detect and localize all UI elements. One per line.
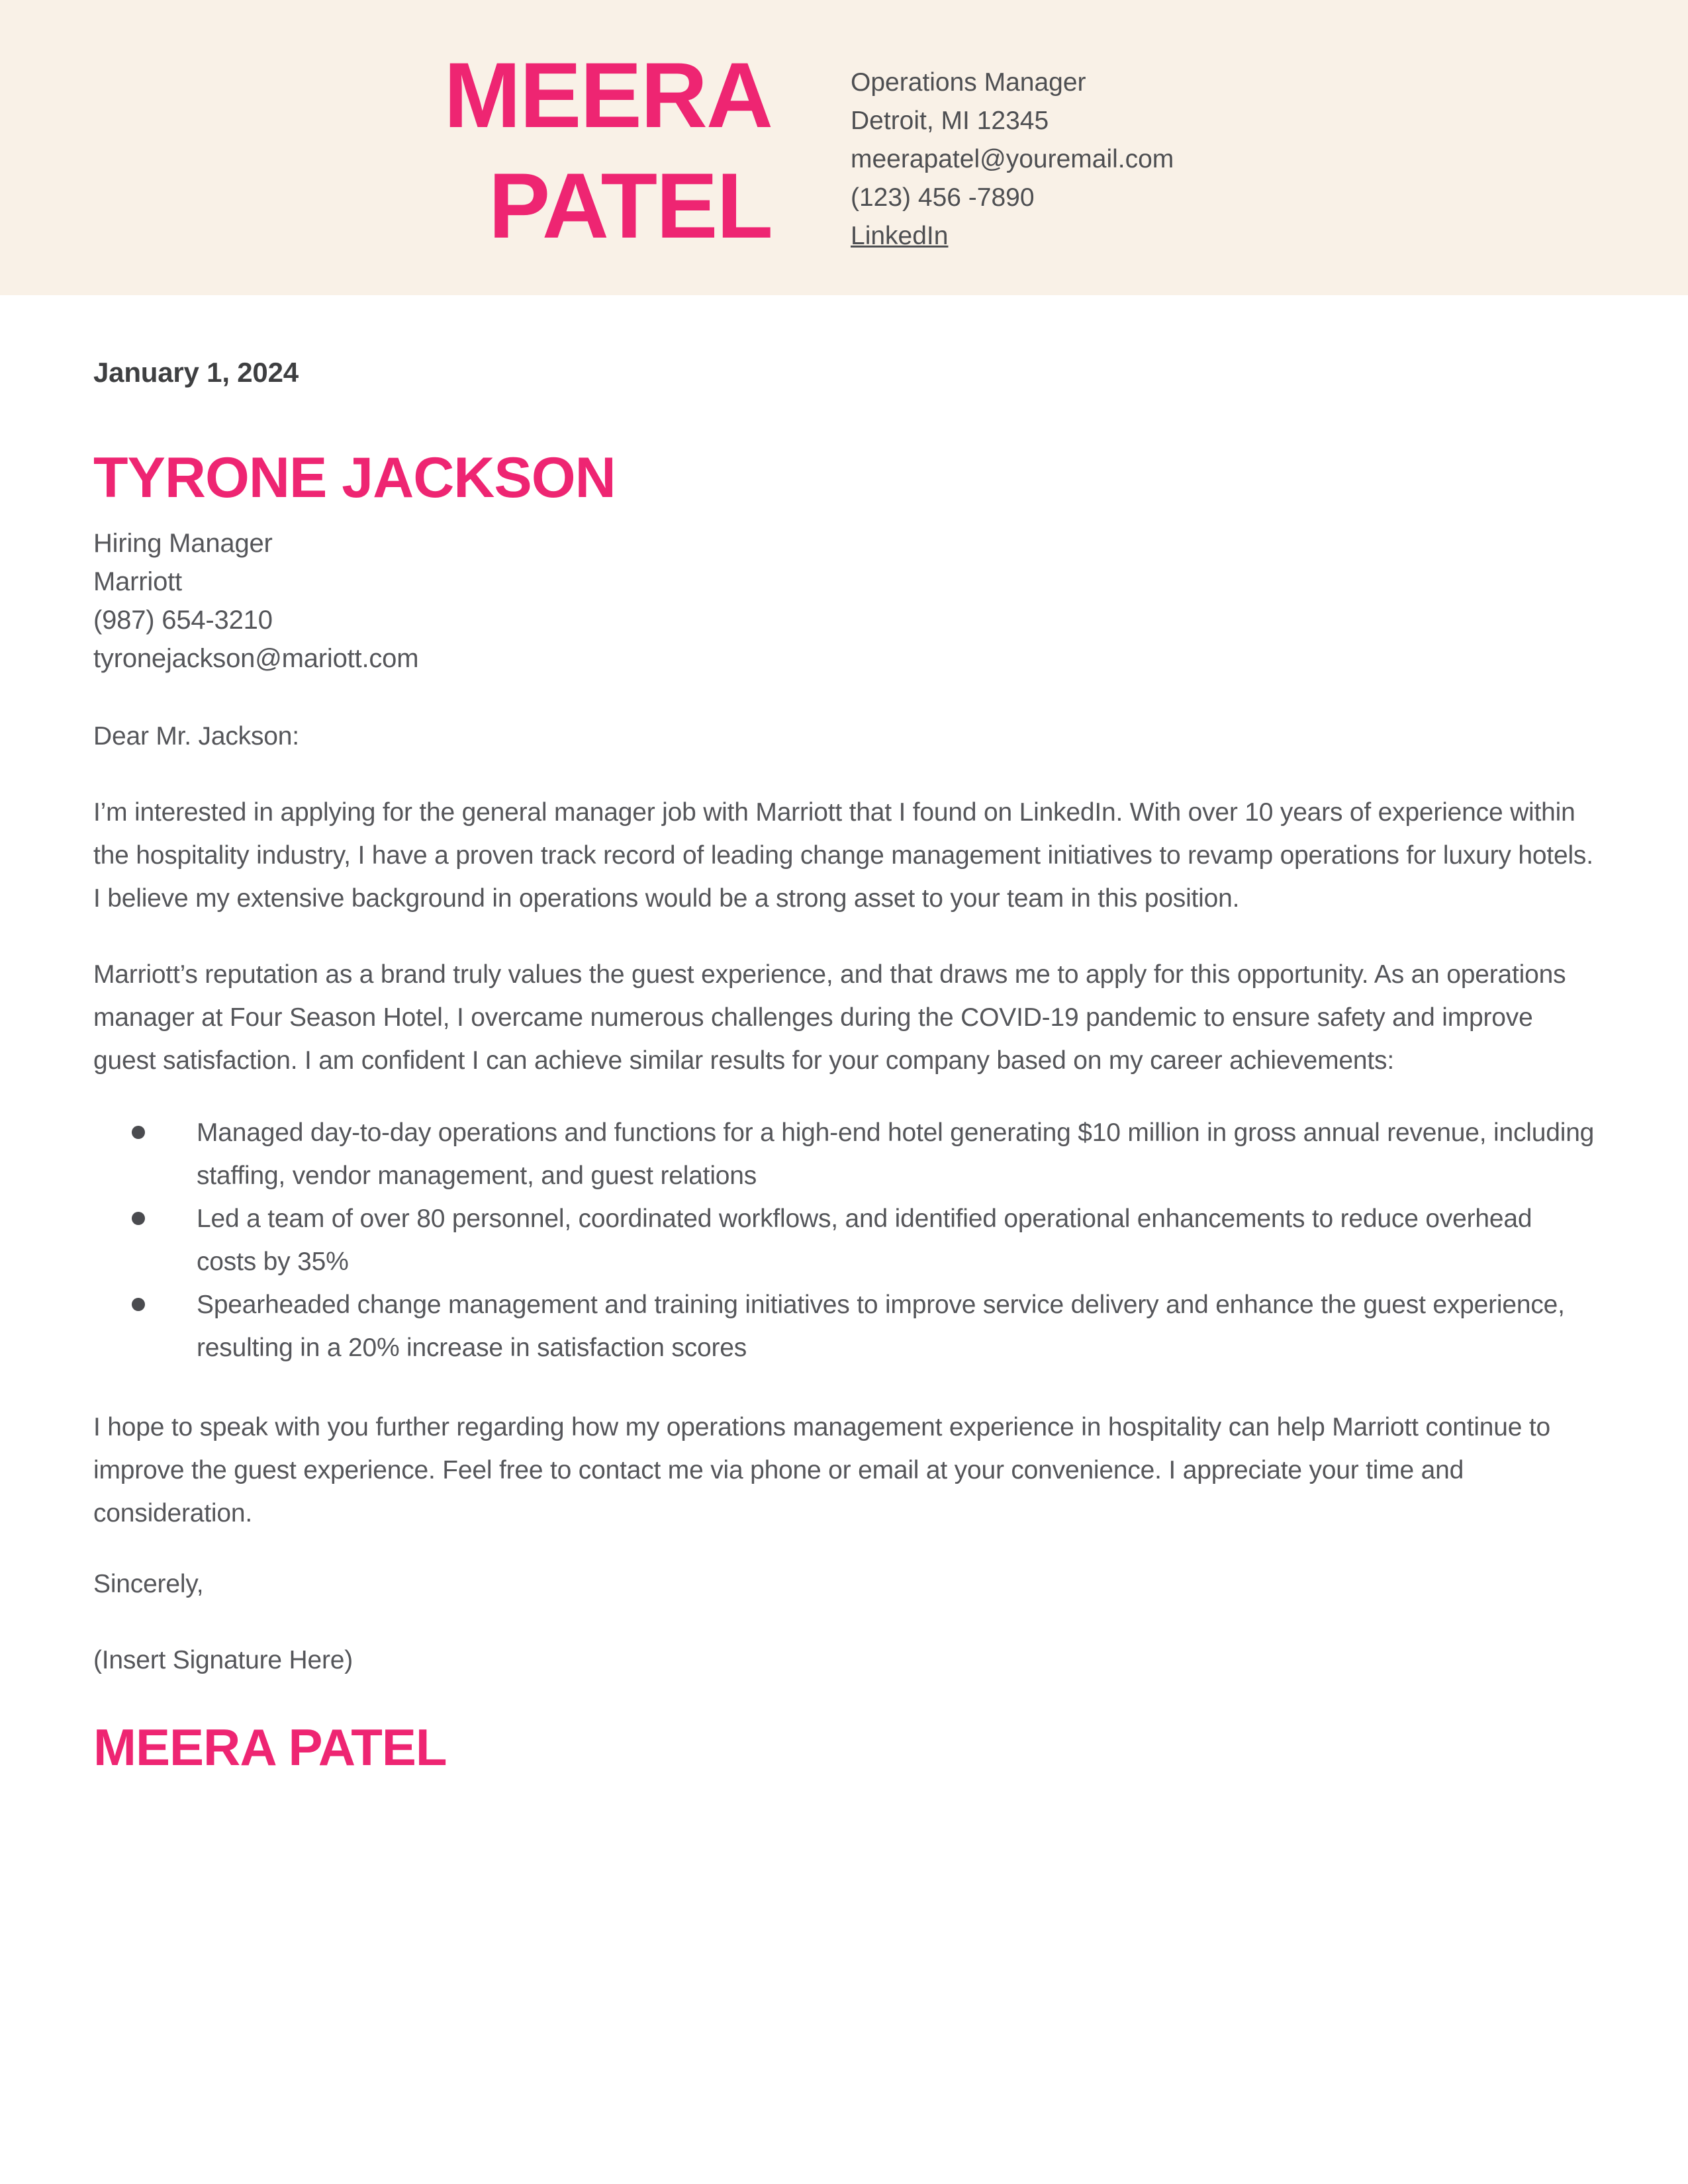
list-item xyxy=(197,1111,1595,1197)
sender-last-name: PATEL xyxy=(488,154,772,257)
paragraph-closing: I hope to speak with you further regarding how my operations management experience in hospitality can help Marriott continue to improve the guest experience. Feel free to contact me via phone or email at your convenience. I appreciate your time and consideration. xyxy=(93,1413,1551,1527)
salutation: Dear Mr. Jackson: xyxy=(93,722,299,751)
linkedin-link[interactable]: LinkedIn xyxy=(851,222,949,250)
letter-body xyxy=(93,295,1595,1776)
list-item xyxy=(197,1197,1595,1283)
contact-phone: (123) 456 -7890 xyxy=(851,183,1035,212)
header-band xyxy=(0,0,1688,295)
sender-name-header xyxy=(444,40,772,261)
recipient-details xyxy=(93,524,1595,678)
achievement-text: Spearheaded change management and training initiatives to improve service delivery and enhance the guest experience, resulting in a 20% increase in satisfaction scores xyxy=(197,1291,1565,1362)
recipient-email: tyronejackson@mariott.com xyxy=(93,644,419,673)
contact-location: Detroit, MI 12345 xyxy=(851,107,1049,135)
signature-placeholder: (Insert Signature Here) xyxy=(93,1646,353,1674)
achievement-text: Managed day-to-day operations and functions for a high-end hotel generating $10 million in gross annual revenue, including staffing, vendor management, and guest relations xyxy=(197,1118,1595,1190)
signoff: Sincerely, xyxy=(93,1570,204,1598)
recipient-phone: (987) 654-3210 xyxy=(93,606,273,635)
sender-name-footer: MEERA PATEL xyxy=(93,1718,447,1776)
achievements-list xyxy=(93,1111,1595,1369)
header-contact-info xyxy=(851,64,1174,255)
recipient-name-heading: TYRONE JACKSON xyxy=(93,446,616,510)
achievement-text: Led a team of over 80 personnel, coordinated workflows, and identified operational enhancements to reduce overhead costs by 35% xyxy=(197,1205,1532,1276)
contact-linkedin-row xyxy=(851,217,1174,255)
contact-email: meerapatel@youremail.com xyxy=(851,145,1174,173)
sender-first-name: MEERA xyxy=(444,43,772,147)
recipient-company: Marriott xyxy=(93,567,182,596)
letter-date: January 1, 2024 xyxy=(93,357,299,388)
recipient-job-title: Hiring Manager xyxy=(93,529,273,558)
paragraph-intro: I’m interested in applying for the general manager job with Marriott that I found on LinkedIn. With over 10 years of experience within the hospitality industry, I have a proven track record of leading change management initiatives to revamp operations for luxury hotels. I believe my extensive background in operations would be a strong asset to your team in this position. xyxy=(93,798,1593,913)
contact-job-title: Operations Manager xyxy=(851,68,1086,97)
paragraph-experience: Marriott’s reputation as a brand truly values the guest experience, and that draws me to apply for this opportunity. As an operations manager at Four Season Hotel, I overcame numerous challenges during the COVID-19 pandemic to ensure safety and improve guest satisfaction. I am confident I can achieve similar results for your company based on my career achievements: xyxy=(93,960,1566,1075)
list-item xyxy=(197,1283,1595,1369)
